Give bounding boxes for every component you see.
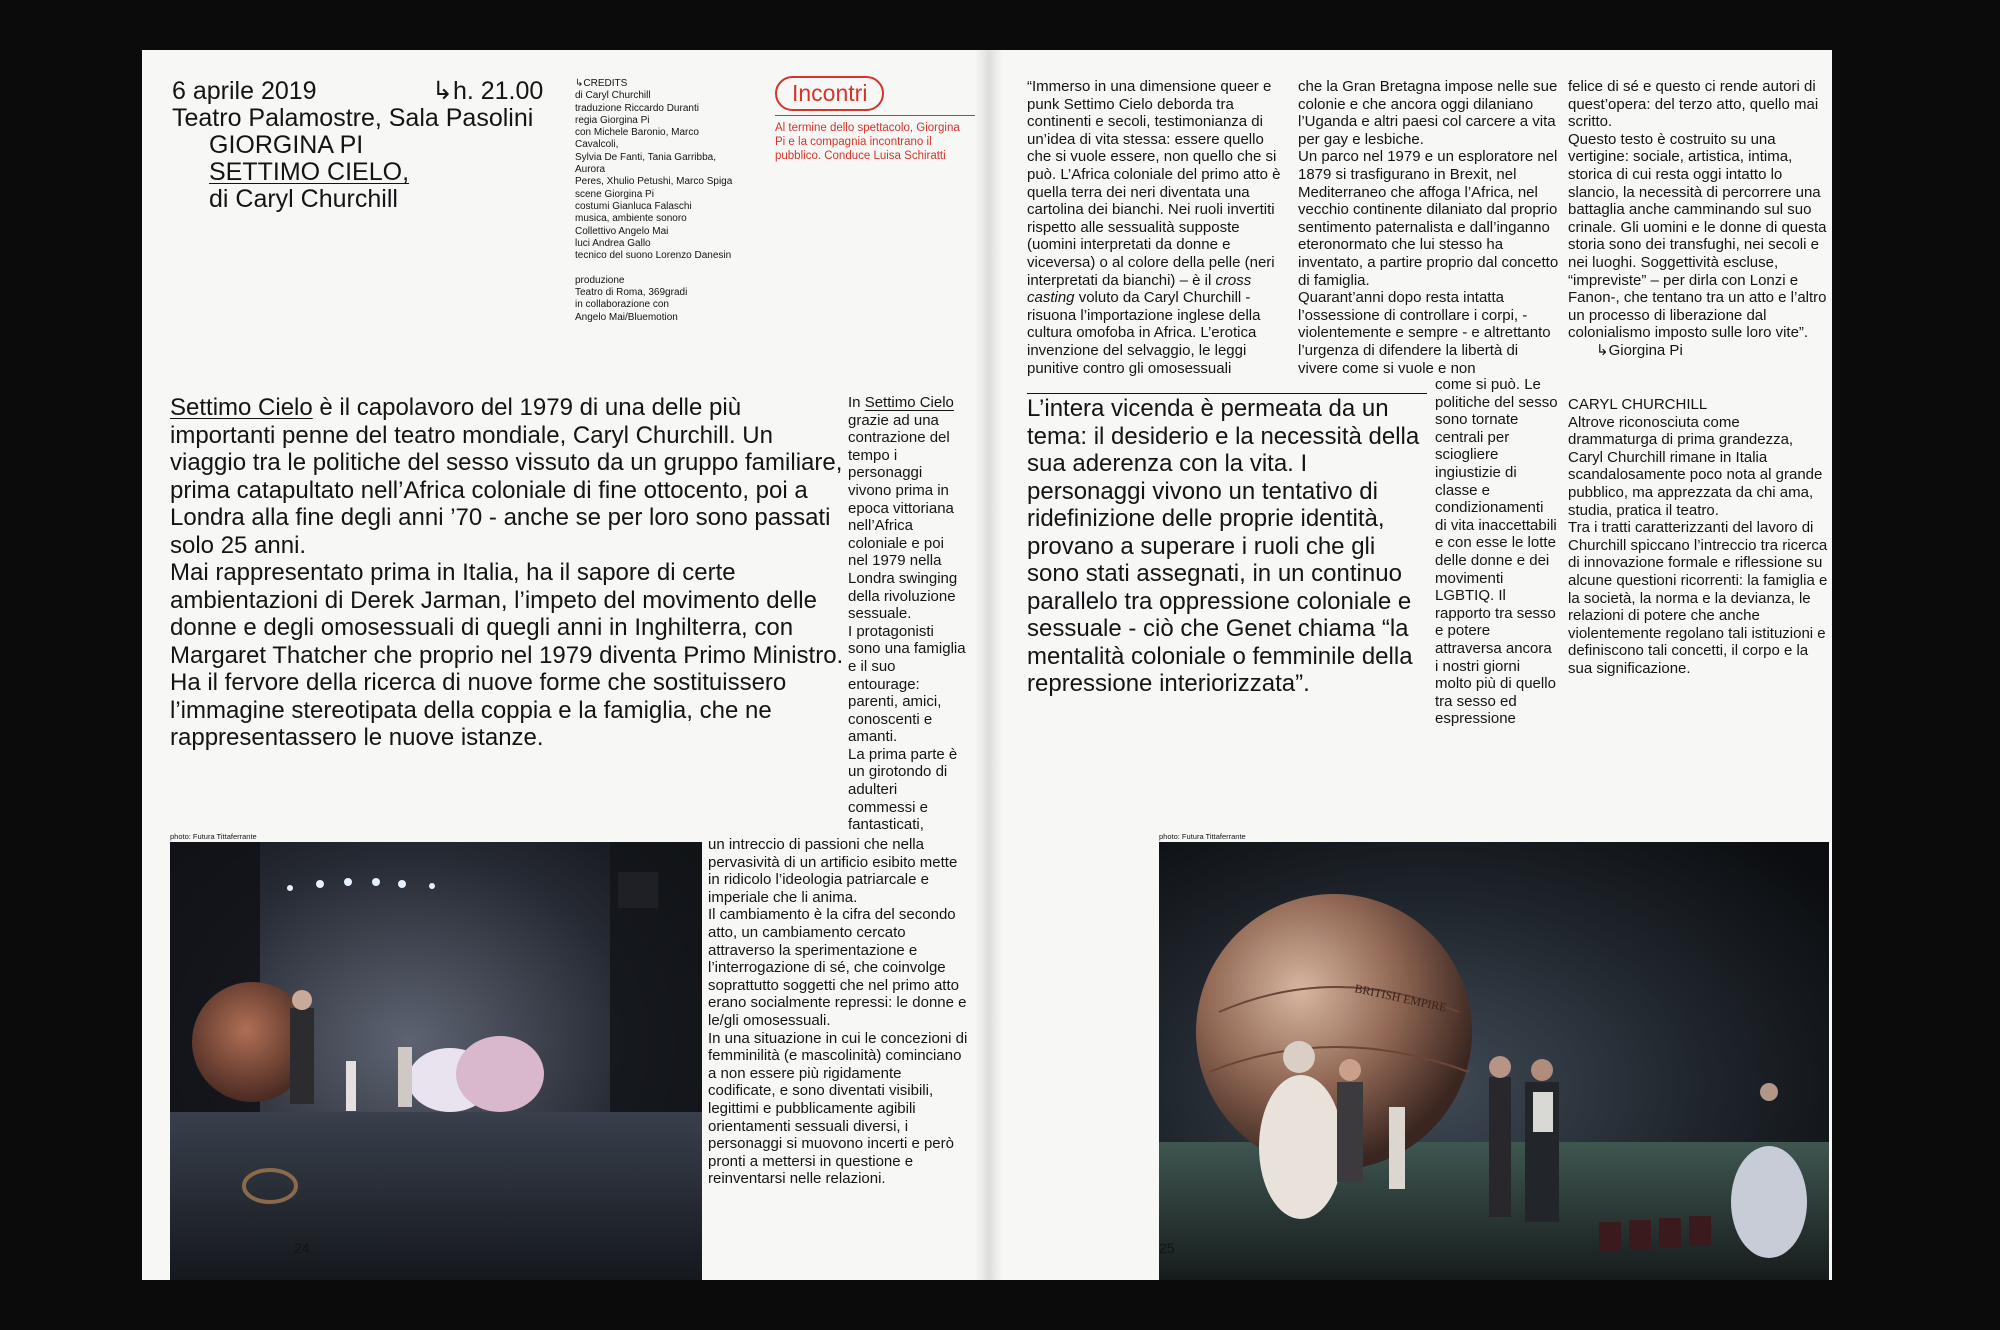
narrow-in: In <box>848 394 865 411</box>
incontri-text: Al termine dello spettacolo, Giorgina Pi e la compagnia incontrano il pubblico. Conduce Luisa Schiratti <box>775 122 960 162</box>
wide-text-3: In una situazione in cui le concezioni di femminilità (e mascolinità) cominciano a non essere più rigidamente codificate, e sono diventati visibili, legittimi e pubblicamente agibili orientamenti sessuali diversi, i personaggi si muovono incerti e però pronti a mettersi in questione e reinventarsi nelle relazioni. <box>708 1029 968 1188</box>
show-author: di Caryl Churchill <box>209 185 398 213</box>
narrow-text-2: I protagonisti sono una famiglia e il suo entourage: parenti, amici, conoscenti e amanti. <box>848 622 966 746</box>
churchill-bio <box>1568 396 1830 678</box>
right-page <box>989 50 1832 1280</box>
credits-block <box>575 78 735 324</box>
event-time: ↳h. 21.00 <box>432 77 544 105</box>
right-col1-post: voluto da Caryl Churchill - risuona l’importazione inglese della cultura omofoba in Africa. L’erotica invenzione del selvaggio, le leggi punitive contro gli omosessuali <box>1027 289 1261 377</box>
wide-text-1: un intreccio di passioni che nella pervasività di un artificio esibito mette in ridicolo l’ideologia patriarcale e imperiale che li anima. <box>708 836 958 906</box>
churchill-heading: CARYL CHURCHILL <box>1568 396 1708 413</box>
right-column-1 <box>1027 78 1291 377</box>
incontri-badge: Incontri <box>775 76 884 111</box>
globe-label: BRITISH EMPIRE <box>1353 981 1448 1015</box>
quote-divider <box>1027 393 1427 394</box>
incontri-block <box>775 76 975 163</box>
incontri-divider <box>775 115 975 116</box>
stage-photo-left-image <box>170 842 702 1280</box>
event-date: 6 aprile 2019 <box>172 77 317 105</box>
churchill-text-1: Altrove riconosciuta come drammaturga di prima grandezza, Caryl Churchill rimane in Italia scandalosamente poco nota al grande pubblico, ma apprezzata da chi ama, studia, pratica il teatro. <box>1568 413 1823 519</box>
narrow-text-1: grazie ad una contrazione del tempo i personaggi vivono prima in epoca vittoriana nell’Africa coloniale e poi nel 1979 nella Londra swinging della rivoluzione sessuale. <box>848 411 958 623</box>
photo-caption-left: photo: Futura Tittaferrante <box>170 832 257 841</box>
narrow-column <box>848 394 966 834</box>
photo-caption-right: photo: Futura Tittaferrante <box>1159 832 1246 841</box>
page-number-right: 25 <box>1159 1240 1175 1256</box>
signature: ↳Giorgina Pi <box>1596 341 1683 359</box>
right-col1-em: cross casting <box>1027 271 1252 307</box>
pull-quote: L’intera vicenda è permeata da un tema: il desiderio e la necessità della sua aderenza con la vita. I personaggi vivono un tentativo di ridefinizione delle proprie identità, provano a superare i ruoli che gli sono stati assegnati, in un continuo parallelo tra oppressione coloniale e sessuale - ciò che Genet chiama “la mentalità coloniale o femminile della repressione interiorizzata”. <box>1027 395 1420 697</box>
lead-text-2: Mai rappresentato prima in Italia, ha il sapore di certe ambientazioni di Derek Jarman, l’impeto del movimento delle donne e degli omosessuali di quegli anni in Inghilterra, con Margaret Thatcher che proprio nel 1979 diventa Primo Ministro. Ha il fervore della ricerca di nuove forme che sostituissero l’immagine stereotipata della coppia e la famiglia, che ne rappresentassero le nuove istanze. <box>170 559 844 751</box>
book-gutter <box>975 50 1003 1280</box>
narrow-text-3: La prima parte è un girotondo di adulteri commessi e fantasticati, <box>848 745 958 834</box>
lead-title: Settimo Cielo <box>170 394 313 421</box>
right-column-2 <box>1298 78 1561 377</box>
lead-paragraph <box>170 394 845 752</box>
right-column-3 <box>1568 78 1830 360</box>
credits-text: di Caryl Churchill traduzione Riccardo Duranti regia Giorgina Pi con Michele Baronio, Marco Cavalcoli, Sylvia De Fanti, Tania Garribba, Aurora Peres, Xhulio Petushi, Marco Spiga scene Giorgina Pi costumi Gianluca Falaschi musica, ambiente sonoro Collettivo Angelo Mai luci Andrea Gallo tecnico del suono Lorenzo Danesin produzione Teatro di Roma, 369gradi in collaborazione con Angelo Mai/Bluemotion <box>575 90 733 323</box>
credits-heading: ↳CREDITS <box>575 78 628 89</box>
lead-text-1: è il capolavoro del 1979 di una delle più importanti penne del teatro mondiale, Caryl Churchill. Un viaggio tra le politiche del sesso vissuto da un gruppo familiare, prima catapultato nell’Africa coloniale di fine ottocento, poi a Londra alla fine degli anni ’70 - anche se per loro sono passati solo 25 anni. <box>170 394 843 559</box>
event-header <box>172 78 552 213</box>
stage-photo-right-image <box>1159 842 1829 1280</box>
event-venue: Teatro Palamostre, Sala Pasolini <box>172 104 534 132</box>
right-col3-text-2: Questo testo è costruito su una vertigine: sociale, artistica, intima, storica di cui resta oggi intatto lo slancio, la necessità di percorrere una battaglia anche camminando sul suo crinale. Gli uomini e le donne di questa storia sono dei transfughi, nei secoli e nei luoghi. Soggettività escluse, “impreviste” – per dirla con Lonzi e Fanon-, che tentano tra un atto e l’altro un processo di liberazione dal colonialismo imposto sulle loro vite”. <box>1568 130 1827 342</box>
event-director: GIORGINA PI <box>209 131 364 159</box>
stage-photo-right <box>1159 842 1829 1280</box>
right-col3-text-1: felice di sé e questo ci rende autori di quest’opera: del terzo atto, quello mai scritto. <box>1568 78 1819 131</box>
right-col2-text-1: che la Gran Bretagna impose nelle sue colonie e che ancora oggi dilaniano l’Uganda e altri paesi col carcere a vita per gay e lesbiche. <box>1298 78 1558 148</box>
left-page <box>142 50 989 1280</box>
wide-column <box>708 836 973 1188</box>
page-number-left: 24 <box>294 1240 310 1256</box>
wide-text-2: Il cambiamento è la cifra del secondo atto, un cambiamento cercato attraverso la sperimentazione e l’interrogazione di sé, che coinvolge soprattutto soggetti che nel primo atto erano socialmente repressi: le donne e le/gli omosessuali. <box>708 906 967 1029</box>
churchill-text-2: Tra i tratti caratterizzanti del lavoro di Churchill spiccano l’intreccio tra ricerca di innovazione formale e riflessione su alcune questioni ricorrenti: la famiglia e la società, la norma e la devianza, le relazioni di potere che anche violentemente regolano tali istituzioni e definiscono tali concetti, il corpo e la sua significazione. <box>1568 519 1828 677</box>
stage-photo-left <box>170 842 702 1280</box>
right-narrow-column: come si può. Le politiche del sesso sono tornate centrali per sciogliere ingiustizie di classe e condizionamenti di vita inaccettabili e con esse le lotte delle donne e dei movimenti LGBTIQ. Il rapporto tra sesso e potere attraversa ancora i nostri giorni molto più di quello tra sesso ed espressione <box>1435 376 1558 728</box>
right-col2-text-2: Un parco nel 1979 e un esploratore nel 1879 si trasfigurano in Brexit, nel Mediterraneo che affoga l’Africa, nel vecchio continente dilaniato dal proprio sentimento paternalista e dall’inganno eteronormato che lui stesso ha inventato, a partire proprio dal concetto di famiglia. <box>1298 148 1559 289</box>
show-title: SETTIMO CIELO, <box>209 158 410 186</box>
narrow-title: Settimo Cielo <box>864 394 954 411</box>
right-col2-text-3: Quarant’anni dopo resta intatta l’ossessione di controllare i corpi, - violentemente e sempre - e altrettanto l’urgenza di difendere la libertà di vivere come si vuole e non <box>1298 289 1551 377</box>
right-col1-pre: “Immerso in una dimensione queer e punk Settimo Cielo deborda tra continenti e secoli, testimonianza di un’idea di vita stessa: essere quello che si vuole essere, non quello che si può. L’Africa coloniale del primo atto è quella terra dei neri diventata una cartolina dei bianchi. Nei ruoli invertiti rispetto alle sessualità supposte (uomini interpretati da donne e viceversa) o al colore della pelle (neri interpretati da bianchi) – è il <box>1027 78 1281 289</box>
